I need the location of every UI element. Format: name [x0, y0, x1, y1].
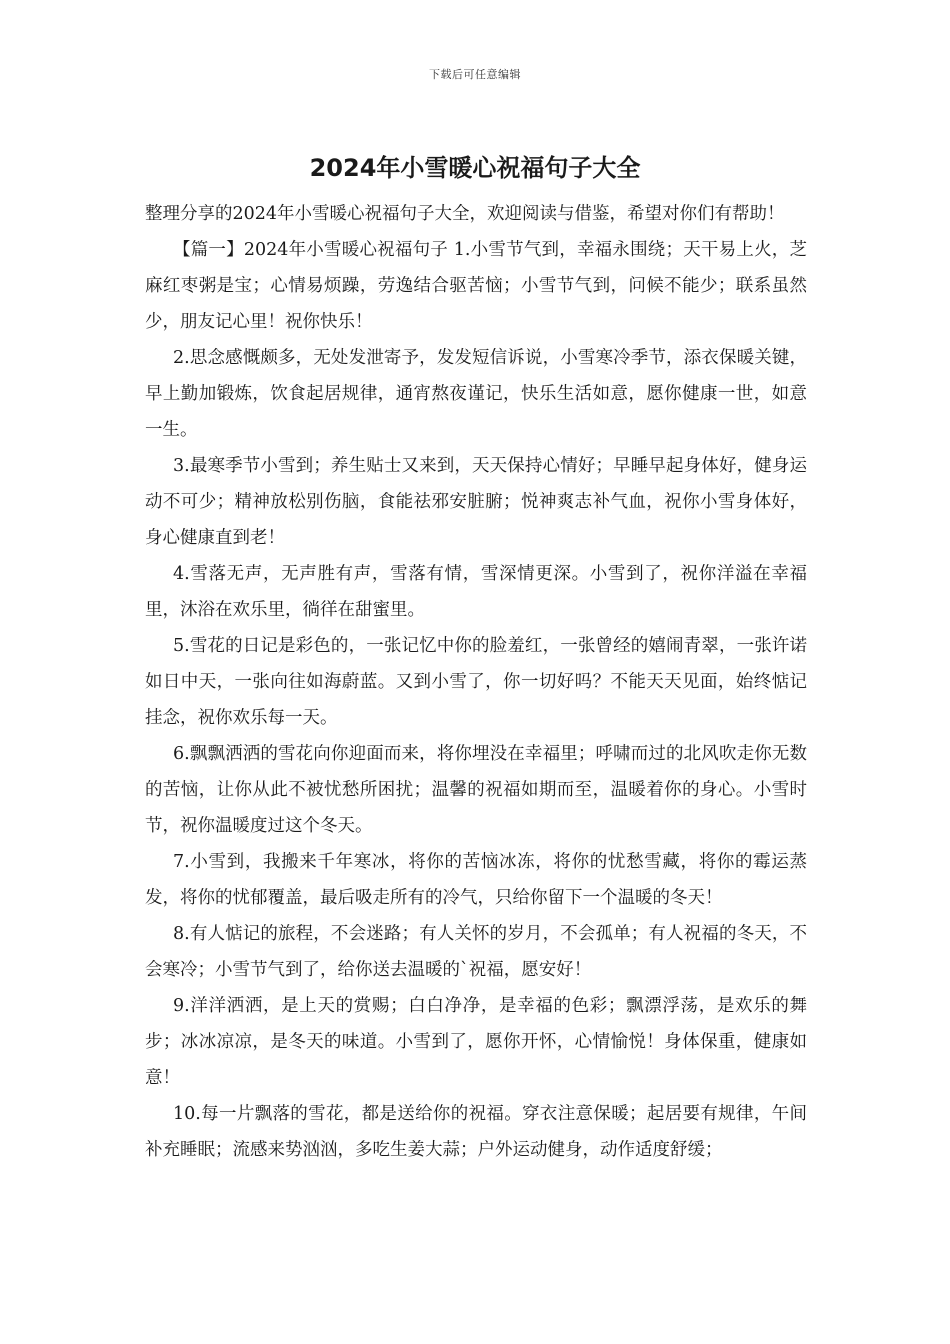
paragraph-3: 3.最寒季节小雪到；养生贴士又来到，天天保持心情好；早睡早起身体好，健身运动不可少；精神放松别伤脑，食能祛邪安脏腑；悦神爽志补气血，祝你小雪身体好，身心健康直到老！	[145, 456, 807, 548]
header-note: 下载后可任意编辑	[429, 68, 521, 81]
paragraph-10: 10.每一片飘落的雪花，都是送给你的祝福。穿衣注意保暖；起居要有规律，午间补充睡眠；流感来势汹汹，多吃生姜大蒜；户外运动健身，动作适度舒缓；	[145, 1104, 807, 1160]
paragraph-5: 5.雪花的日记是彩色的，一张记忆中你的脸羞红，一张曾经的嬉闹青翠，一张许诺如日中天，一张向往如海蔚蓝。又到小雪了，你一切好吗？不能天天见面，始终惦记挂念，祝你欢乐每一天。	[145, 636, 807, 728]
paragraph-4: 4.雪落无声，无声胜有声，雪落有情，雪深情更深。小雪到了，祝你洋溢在幸福里，沐浴在欢乐里，徜徉在甜蜜里。	[145, 564, 807, 620]
paragraph-6: 6.飘飘洒洒的雪花向你迎面而来，将你埋没在幸福里；呼啸而过的北风吹走你无数的苦恼，让你从此不被忧愁所困扰；温馨的祝福如期而至，温暖着你的身心。小雪时节，祝你温暖度过这个冬天。	[145, 744, 807, 836]
paragraph-8: 8.有人惦记的旅程，不会迷路；有人关怀的岁月，不会孤单；有人祝福的冬天，不会寒冷；小雪节气到了，给你送去温暖的`祝福，愿安好！	[145, 924, 807, 980]
document-title: 2024年小雪暖心祝福句子大全	[309, 154, 641, 182]
document-body	[145, 196, 807, 1168]
intro-paragraph: 整理分享的2024年小雪暖心祝福句子大全，欢迎阅读与借鉴，希望对你们有帮助！	[145, 204, 785, 224]
paragraph-7: 7.小雪到，我搬来千年寒冰，将你的苦恼冰冻，将你的忧愁雪藏，将你的霉运蒸发，将你的忧郁覆盖，最后吸走所有的冷气，只给你留下一个温暖的冬天！	[145, 852, 807, 908]
paragraph-9: 9.洋洋洒洒，是上天的赏赐；白白净净，是幸福的色彩；飘漂浮荡，是欢乐的舞步；冰冰凉凉，是冬天的味道。小雪到了，愿你开怀，心情愉悦！身体保重，健康如意！	[145, 996, 807, 1088]
paragraph-1: 【篇一】2024年小雪暖心祝福句子 1.小雪节气到，幸福永围绕；天干易上火，芝麻红枣粥是宝；心情易烦躁，劳逸结合驱苦恼；小雪节气到，问候不能少；联系虽然少，朋友记心里！祝你快乐！	[145, 240, 807, 332]
paragraph-2: 2.思念感慨颇多，无处发泄寄予，发发短信诉说，小雪寒冷季节，添衣保暖关键，早上勤加锻炼，饮食起居规律，通宵熬夜谨记，快乐生活如意，愿你健康一世，如意一生。	[145, 348, 807, 440]
